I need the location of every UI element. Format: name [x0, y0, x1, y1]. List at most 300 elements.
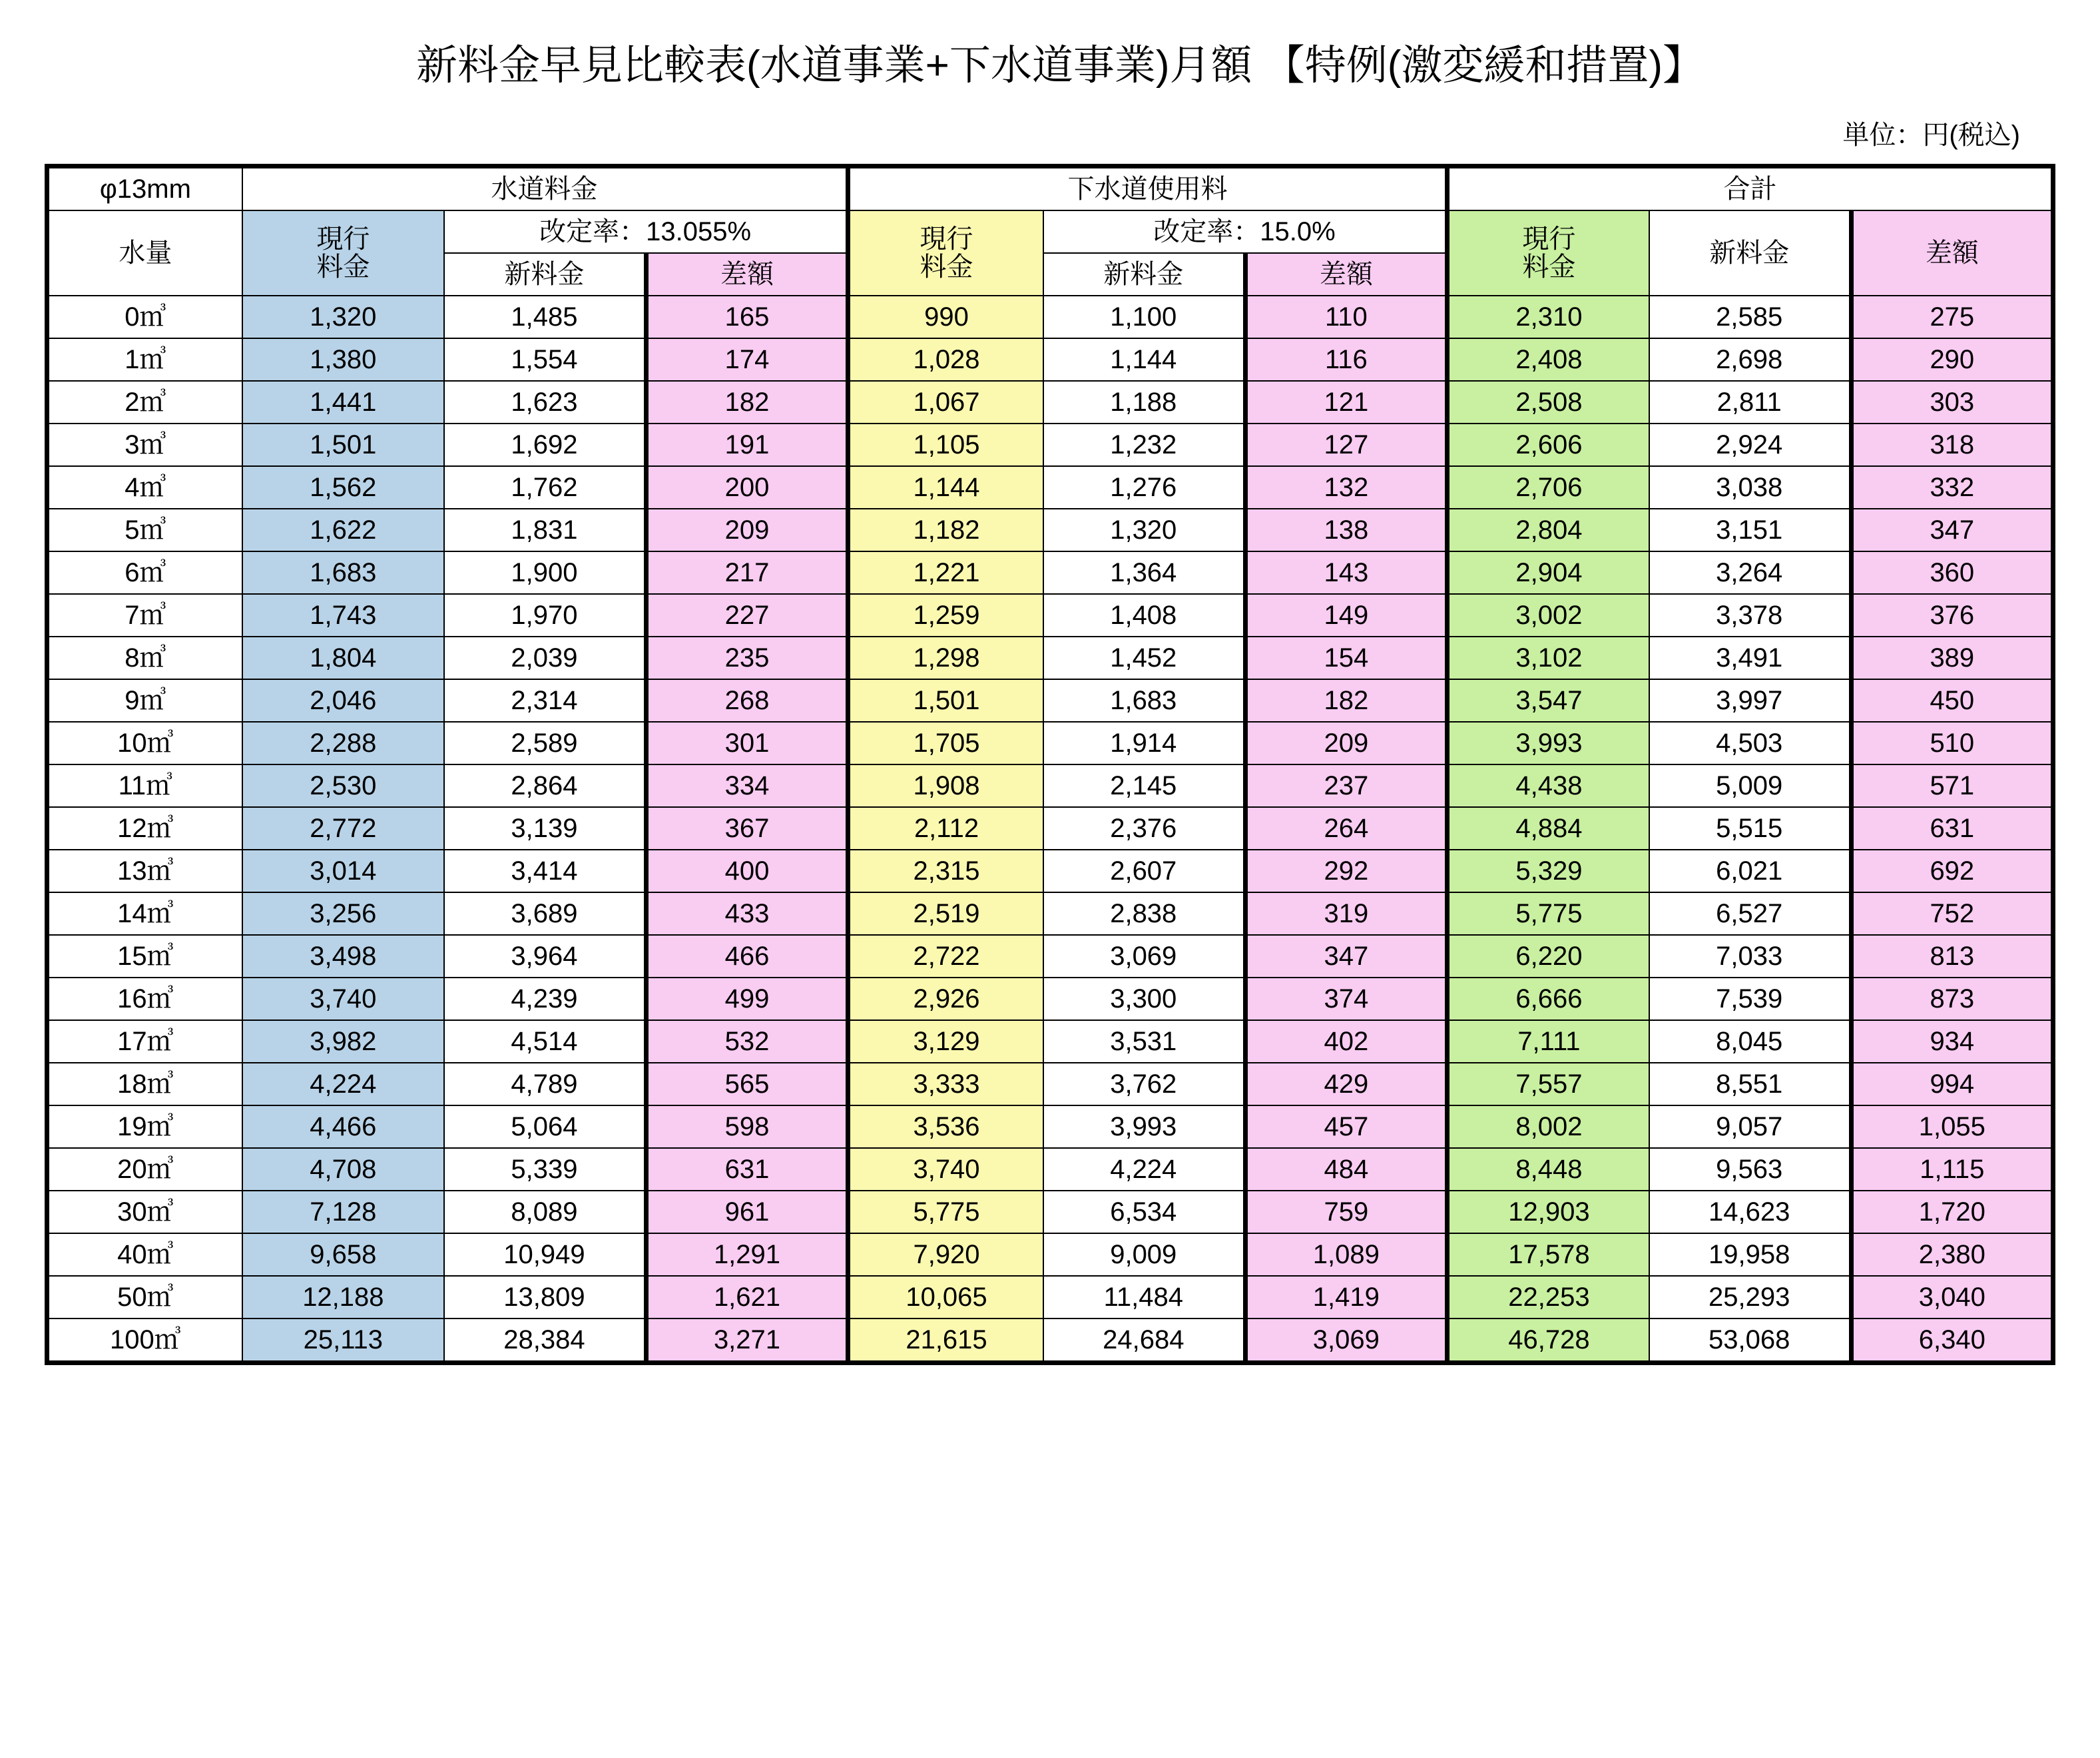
- header-row-groups: [47, 166, 2053, 211]
- cell-sewer-diff: 237: [1245, 764, 1447, 807]
- cell-total-diff: 376: [1851, 594, 2053, 637]
- cell-sewer-new: 6,534: [1043, 1191, 1245, 1233]
- cell-sewer-diff: 347: [1245, 935, 1447, 978]
- row-header-volume: 6㎥: [47, 551, 242, 594]
- cell-total-new: 3,264: [1649, 551, 1851, 594]
- cell-total-current: 2,606: [1447, 424, 1649, 466]
- table-row: [47, 1063, 2053, 1105]
- cell-water-diff: 367: [646, 807, 848, 850]
- cell-total-current: 7,557: [1447, 1063, 1649, 1105]
- table-row: [47, 381, 2053, 424]
- cell-sewer-diff: 138: [1245, 509, 1447, 551]
- cell-water-new: 13,809: [444, 1276, 646, 1318]
- group-header-sewer: 下水道使用料: [848, 166, 1447, 211]
- cell-sewer-diff: 132: [1245, 466, 1447, 509]
- cell-total-diff: 450: [1851, 679, 2053, 722]
- cell-sewer-new: 1,408: [1043, 594, 1245, 637]
- cell-water-new: 8,089: [444, 1191, 646, 1233]
- cell-water-diff: 334: [646, 764, 848, 807]
- cell-water-new: 1,831: [444, 509, 646, 551]
- cell-sewer-diff: 457: [1245, 1105, 1447, 1148]
- cell-total-diff: 571: [1851, 764, 2053, 807]
- cell-total-current: 12,903: [1447, 1191, 1649, 1233]
- cell-total-current: 46,728: [1447, 1318, 1649, 1363]
- row-header-volume: 1㎥: [47, 338, 242, 381]
- cell-sewer-diff: 759: [1245, 1191, 1447, 1233]
- cell-water-current: 4,708: [242, 1148, 444, 1191]
- cell-total-current: 3,002: [1447, 594, 1649, 637]
- cell-sewer-new: 2,838: [1043, 892, 1245, 935]
- row-header-volume: 13㎥: [47, 850, 242, 892]
- cell-total-diff: 752: [1851, 892, 2053, 935]
- cell-sewer-diff: 143: [1245, 551, 1447, 594]
- col-header-sewer-current-line2: 料金: [919, 252, 973, 282]
- cell-total-current: 22,253: [1447, 1276, 1649, 1318]
- cell-total-current: 2,508: [1447, 381, 1649, 424]
- cell-water-new: 1,485: [444, 296, 646, 338]
- table-row: [47, 807, 2053, 850]
- cell-sewer-new: 2,145: [1043, 764, 1245, 807]
- cell-total-current: 8,002: [1447, 1105, 1649, 1148]
- cell-water-current: 3,256: [242, 892, 444, 935]
- table-row: [47, 509, 2053, 551]
- cell-sewer-current: 1,221: [848, 551, 1043, 594]
- cell-total-diff: 3,040: [1851, 1276, 2053, 1318]
- cell-water-current: 2,772: [242, 807, 444, 850]
- unit-note: 単位：円(税込): [1842, 121, 2020, 150]
- cell-total-diff: 303: [1851, 381, 2053, 424]
- col-header-water-current-line2: 料金: [316, 252, 370, 282]
- cell-water-current: 12,188: [242, 1276, 444, 1318]
- cell-water-diff: 200: [646, 466, 848, 509]
- cell-total-new: 2,585: [1649, 296, 1851, 338]
- cell-total-diff: 1,115: [1851, 1148, 2053, 1191]
- cell-water-diff: 433: [646, 892, 848, 935]
- row-header-volume: 50㎥: [47, 1276, 242, 1318]
- cell-water-current: 3,982: [242, 1020, 444, 1063]
- cell-sewer-new: 4,224: [1043, 1148, 1245, 1191]
- cell-water-current: 1,501: [242, 424, 444, 466]
- cell-sewer-current: 2,315: [848, 850, 1043, 892]
- cell-water-current: 1,743: [242, 594, 444, 637]
- cell-water-new: 1,970: [444, 594, 646, 637]
- cell-total-diff: 1,055: [1851, 1105, 2053, 1148]
- cell-sewer-new: 1,276: [1043, 466, 1245, 509]
- cell-water-new: 10,949: [444, 1233, 646, 1276]
- cell-water-diff: 217: [646, 551, 848, 594]
- cell-total-current: 5,329: [1447, 850, 1649, 892]
- cell-water-diff: 499: [646, 978, 848, 1020]
- cell-sewer-diff: 127: [1245, 424, 1447, 466]
- cell-sewer-new: 1,320: [1043, 509, 1245, 551]
- cell-water-diff: 174: [646, 338, 848, 381]
- row-header-volume: 9㎥: [47, 679, 242, 722]
- cell-sewer-new: 1,232: [1043, 424, 1245, 466]
- cell-water-diff: 235: [646, 637, 848, 679]
- cell-total-diff: 692: [1851, 850, 2053, 892]
- cell-water-new: 3,139: [444, 807, 646, 850]
- row-header-volume: 4㎥: [47, 466, 242, 509]
- table-row: [47, 424, 2053, 466]
- cell-sewer-new: 1,188: [1043, 381, 1245, 424]
- cell-sewer-new: 1,452: [1043, 637, 1245, 679]
- table-row: [47, 1233, 2053, 1276]
- cell-sewer-diff: 110: [1245, 296, 1447, 338]
- cell-water-current: 7,128: [242, 1191, 444, 1233]
- cell-total-new: 7,033: [1649, 935, 1851, 978]
- row-header-volume: 3㎥: [47, 424, 242, 466]
- cell-water-new: 2,039: [444, 637, 646, 679]
- cell-sewer-diff: 484: [1245, 1148, 1447, 1191]
- cell-sewer-new: 3,993: [1043, 1105, 1245, 1148]
- row-header-volume: 19㎥: [47, 1105, 242, 1148]
- cell-total-diff: 360: [1851, 551, 2053, 594]
- cell-total-new: 6,527: [1649, 892, 1851, 935]
- cell-sewer-current: 1,182: [848, 509, 1043, 551]
- group-header-water: 水道料金: [242, 166, 848, 211]
- cell-sewer-new: 1,100: [1043, 296, 1245, 338]
- table-row: [47, 637, 2053, 679]
- cell-total-diff: 873: [1851, 978, 2053, 1020]
- cell-water-new: 3,689: [444, 892, 646, 935]
- row-header-volume: 17㎥: [47, 1020, 242, 1063]
- cell-total-new: 3,038: [1649, 466, 1851, 509]
- cell-water-current: 3,498: [242, 935, 444, 978]
- col-header-sewer-diff: 差額: [1245, 253, 1447, 296]
- cell-total-current: 7,111: [1447, 1020, 1649, 1063]
- cell-sewer-new: 1,683: [1043, 679, 1245, 722]
- col-header-water-current-line1: 現行: [316, 224, 370, 254]
- cell-sewer-current: 2,926: [848, 978, 1043, 1020]
- cell-sewer-new: 3,300: [1043, 978, 1245, 1020]
- cell-total-diff: 510: [1851, 722, 2053, 764]
- cell-total-current: 4,438: [1447, 764, 1649, 807]
- col-header-total-diff: 差額: [1851, 210, 2053, 296]
- table-body: [47, 296, 2053, 1363]
- col-header-total-current: [1447, 210, 1649, 296]
- col-header-sewer-current: [848, 210, 1043, 296]
- cell-water-current: 1,380: [242, 338, 444, 381]
- cell-total-current: 17,578: [1447, 1233, 1649, 1276]
- cell-total-diff: 275: [1851, 296, 2053, 338]
- cell-sewer-current: 3,129: [848, 1020, 1043, 1063]
- cell-sewer-new: 9,009: [1043, 1233, 1245, 1276]
- cell-water-current: 1,320: [242, 296, 444, 338]
- cell-total-new: 7,539: [1649, 978, 1851, 1020]
- page-title: 新料金早見比較表(水道事業+下水道事業)月額 【特例(激変緩和措置)】: [415, 43, 1705, 89]
- row-header-volume: 12㎥: [47, 807, 242, 850]
- cell-total-new: 4,503: [1649, 722, 1851, 764]
- col-header-water-new: 新料金: [444, 253, 646, 296]
- cell-water-diff: 191: [646, 424, 848, 466]
- cell-water-diff: 165: [646, 296, 848, 338]
- row-header-volume: 18㎥: [47, 1063, 242, 1105]
- cell-total-current: 4,884: [1447, 807, 1649, 850]
- cell-total-current: 3,993: [1447, 722, 1649, 764]
- cell-water-current: 1,683: [242, 551, 444, 594]
- cell-total-new: 3,151: [1649, 509, 1851, 551]
- cell-total-new: 9,563: [1649, 1148, 1851, 1191]
- cell-water-new: 3,964: [444, 935, 646, 978]
- row-header-volume: 30㎥: [47, 1191, 242, 1233]
- table-row: [47, 594, 2053, 637]
- cell-sewer-current: 2,112: [848, 807, 1043, 850]
- cell-total-diff: 389: [1851, 637, 2053, 679]
- cell-water-new: 1,623: [444, 381, 646, 424]
- cell-sewer-new: 11,484: [1043, 1276, 1245, 1318]
- cell-sewer-current: 1,298: [848, 637, 1043, 679]
- cell-water-diff: 631: [646, 1148, 848, 1191]
- cell-total-current: 6,220: [1447, 935, 1649, 978]
- cell-water-new: 1,692: [444, 424, 646, 466]
- col-header-water-current: [242, 210, 444, 296]
- cell-water-new: 1,554: [444, 338, 646, 381]
- cell-water-current: 4,224: [242, 1063, 444, 1105]
- group-header-total: 合計: [1447, 166, 2053, 211]
- cell-total-new: 14,623: [1649, 1191, 1851, 1233]
- cell-total-diff: 813: [1851, 935, 2053, 978]
- cell-total-new: 6,021: [1649, 850, 1851, 892]
- cell-total-new: 2,698: [1649, 338, 1851, 381]
- row-header-volume: 100㎥: [47, 1318, 242, 1363]
- cell-sewer-diff: 319: [1245, 892, 1447, 935]
- cell-total-new: 8,045: [1649, 1020, 1851, 1063]
- cell-water-current: 1,441: [242, 381, 444, 424]
- cell-total-diff: 290: [1851, 338, 2053, 381]
- cell-sewer-diff: 121: [1245, 381, 1447, 424]
- cell-sewer-diff: 429: [1245, 1063, 1447, 1105]
- cell-water-diff: 301: [646, 722, 848, 764]
- cell-sewer-current: 2,519: [848, 892, 1043, 935]
- cell-sewer-current: 1,259: [848, 594, 1043, 637]
- cell-total-current: 2,408: [1447, 338, 1649, 381]
- table-row: [47, 1020, 2053, 1063]
- header-row-rate: [47, 210, 2053, 253]
- row-header-volume: 11㎥: [47, 764, 242, 807]
- cell-total-diff: 2,380: [1851, 1233, 2053, 1276]
- cell-sewer-diff: 149: [1245, 594, 1447, 637]
- table-row: [47, 1318, 2053, 1363]
- cell-total-new: 2,811: [1649, 381, 1851, 424]
- cell-sewer-new: 24,684: [1043, 1318, 1245, 1363]
- table-row: [47, 466, 2053, 509]
- cell-sewer-new: 2,376: [1043, 807, 1245, 850]
- cell-sewer-diff: 154: [1245, 637, 1447, 679]
- table-row: [47, 338, 2053, 381]
- table-row: [47, 1148, 2053, 1191]
- cell-sewer-diff: 1,419: [1245, 1276, 1447, 1318]
- cell-total-current: 3,547: [1447, 679, 1649, 722]
- cell-sewer-current: 1,105: [848, 424, 1043, 466]
- cell-sewer-current: 3,536: [848, 1105, 1043, 1148]
- col-header-total-current-line2: 料金: [1522, 252, 1576, 282]
- cell-sewer-current: 1,067: [848, 381, 1043, 424]
- cell-sewer-diff: 264: [1245, 807, 1447, 850]
- cell-sewer-new: 1,364: [1043, 551, 1245, 594]
- cell-water-new: 1,762: [444, 466, 646, 509]
- cell-water-diff: 1,291: [646, 1233, 848, 1276]
- table-row: [47, 551, 2053, 594]
- cell-water-diff: 961: [646, 1191, 848, 1233]
- cell-water-current: 2,530: [242, 764, 444, 807]
- table-row: [47, 764, 2053, 807]
- cell-total-diff: 631: [1851, 807, 2053, 850]
- cell-sewer-diff: 292: [1245, 850, 1447, 892]
- col-header-total-new: 新料金: [1649, 210, 1851, 296]
- cell-water-current: 1,622: [242, 509, 444, 551]
- cell-water-current: 3,014: [242, 850, 444, 892]
- cell-total-current: 2,804: [1447, 509, 1649, 551]
- table-row: [47, 296, 2053, 338]
- cell-water-current: 9,658: [242, 1233, 444, 1276]
- cell-total-new: 9,057: [1649, 1105, 1851, 1148]
- cell-water-current: 1,562: [242, 466, 444, 509]
- rate-comparison-table: [45, 164, 2055, 1365]
- cell-total-new: 25,293: [1649, 1276, 1851, 1318]
- cell-total-diff: 318: [1851, 424, 2053, 466]
- cell-total-current: 6,666: [1447, 978, 1649, 1020]
- cell-sewer-current: 21,615: [848, 1318, 1043, 1363]
- cell-sewer-current: 1,705: [848, 722, 1043, 764]
- cell-total-current: 2,904: [1447, 551, 1649, 594]
- cell-total-current: 5,775: [1447, 892, 1649, 935]
- table-row: [47, 679, 2053, 722]
- cell-sewer-current: 990: [848, 296, 1043, 338]
- rate-label-sewer: 改定率：15.0%: [1043, 210, 1447, 253]
- cell-water-current: 4,466: [242, 1105, 444, 1148]
- row-header-volume: 15㎥: [47, 935, 242, 978]
- cell-total-new: 53,068: [1649, 1318, 1851, 1363]
- cell-sewer-current: 5,775: [848, 1191, 1043, 1233]
- cell-total-diff: 1,720: [1851, 1191, 2053, 1233]
- cell-total-new: 5,515: [1649, 807, 1851, 850]
- cell-water-new: 3,414: [444, 850, 646, 892]
- cell-sewer-diff: 402: [1245, 1020, 1447, 1063]
- cell-water-current: 2,288: [242, 722, 444, 764]
- cell-water-new: 4,239: [444, 978, 646, 1020]
- cell-water-diff: 227: [646, 594, 848, 637]
- cell-water-diff: 532: [646, 1020, 848, 1063]
- col-header-total-current-line1: 現行: [1522, 224, 1576, 254]
- cell-sewer-diff: 209: [1245, 722, 1447, 764]
- cell-sewer-new: 3,069: [1043, 935, 1245, 978]
- cell-total-new: 3,491: [1649, 637, 1851, 679]
- cell-water-diff: 182: [646, 381, 848, 424]
- cell-sewer-diff: 374: [1245, 978, 1447, 1020]
- cell-sewer-new: 3,762: [1043, 1063, 1245, 1105]
- cell-water-diff: 598: [646, 1105, 848, 1148]
- cell-water-diff: 466: [646, 935, 848, 978]
- col-header-sewer-new: 新料金: [1043, 253, 1245, 296]
- cell-sewer-new: 3,531: [1043, 1020, 1245, 1063]
- cell-sewer-current: 1,028: [848, 338, 1043, 381]
- cell-water-new: 4,514: [444, 1020, 646, 1063]
- cell-total-current: 3,102: [1447, 637, 1649, 679]
- row-header-volume: 8㎥: [47, 637, 242, 679]
- cell-total-new: 5,009: [1649, 764, 1851, 807]
- table-row: [47, 892, 2053, 935]
- row-header-volume: 16㎥: [47, 978, 242, 1020]
- rate-label-water: 改定率：13.055%: [444, 210, 848, 253]
- cell-total-new: 3,378: [1649, 594, 1851, 637]
- cell-sewer-current: 1,144: [848, 466, 1043, 509]
- cell-water-diff: 3,271: [646, 1318, 848, 1363]
- cell-sewer-current: 7,920: [848, 1233, 1043, 1276]
- cell-water-new: 5,064: [444, 1105, 646, 1148]
- row-header-volume: 7㎥: [47, 594, 242, 637]
- cell-sewer-diff: 116: [1245, 338, 1447, 381]
- cell-sewer-new: 2,607: [1043, 850, 1245, 892]
- table-row: [47, 935, 2053, 978]
- cell-water-new: 1,900: [444, 551, 646, 594]
- cell-sewer-current: 1,501: [848, 679, 1043, 722]
- table-row: [47, 722, 2053, 764]
- cell-sewer-current: 3,740: [848, 1148, 1043, 1191]
- table-row: [47, 1276, 2053, 1318]
- cell-sewer-diff: 3,069: [1245, 1318, 1447, 1363]
- row-header-volume: 0㎥: [47, 296, 242, 338]
- cell-total-new: 3,997: [1649, 679, 1851, 722]
- col-header-sewer-current-line1: 現行: [919, 224, 973, 254]
- cell-total-new: 8,551: [1649, 1063, 1851, 1105]
- cell-water-new: 2,589: [444, 722, 646, 764]
- cell-total-new: 19,958: [1649, 1233, 1851, 1276]
- cell-total-diff: 934: [1851, 1020, 2053, 1063]
- cell-total-current: 2,310: [1447, 296, 1649, 338]
- cell-sewer-new: 1,144: [1043, 338, 1245, 381]
- cell-sewer-current: 1,908: [848, 764, 1043, 807]
- cell-sewer-current: 3,333: [848, 1063, 1043, 1105]
- cell-water-diff: 209: [646, 509, 848, 551]
- cell-sewer-current: 10,065: [848, 1276, 1043, 1318]
- row-header-volume: 20㎥: [47, 1148, 242, 1191]
- table-row: [47, 978, 2053, 1020]
- table-row: [47, 850, 2053, 892]
- cell-sewer-current: 2,722: [848, 935, 1043, 978]
- cell-water-current: 3,740: [242, 978, 444, 1020]
- cell-sewer-new: 1,914: [1043, 722, 1245, 764]
- cell-water-new: 2,314: [444, 679, 646, 722]
- cell-water-new: 28,384: [444, 1318, 646, 1363]
- cell-water-new: 5,339: [444, 1148, 646, 1191]
- cell-water-diff: 565: [646, 1063, 848, 1105]
- cell-water-current: 1,804: [242, 637, 444, 679]
- cell-water-diff: 268: [646, 679, 848, 722]
- table-row: [47, 1105, 2053, 1148]
- row-header-label: 水量: [47, 210, 242, 296]
- cell-total-diff: 994: [1851, 1063, 2053, 1105]
- row-header-volume: 10㎥: [47, 722, 242, 764]
- cell-total-diff: 332: [1851, 466, 2053, 509]
- cell-water-diff: 1,621: [646, 1276, 848, 1318]
- cell-water-current: 2,046: [242, 679, 444, 722]
- page: [0, 32, 2100, 1758]
- cell-sewer-diff: 182: [1245, 679, 1447, 722]
- row-header-volume: 40㎥: [47, 1233, 242, 1276]
- cell-total-current: 2,706: [1447, 466, 1649, 509]
- cell-water-diff: 400: [646, 850, 848, 892]
- corner-label: φ13mm: [47, 166, 242, 211]
- cell-water-current: 25,113: [242, 1318, 444, 1363]
- col-header-water-diff: 差額: [646, 253, 848, 296]
- row-header-volume: 2㎥: [47, 381, 242, 424]
- cell-water-new: 4,789: [444, 1063, 646, 1105]
- cell-water-new: 2,864: [444, 764, 646, 807]
- table-row: [47, 1191, 2053, 1233]
- row-header-volume: 14㎥: [47, 892, 242, 935]
- cell-total-current: 8,448: [1447, 1148, 1649, 1191]
- cell-total-diff: 6,340: [1851, 1318, 2053, 1363]
